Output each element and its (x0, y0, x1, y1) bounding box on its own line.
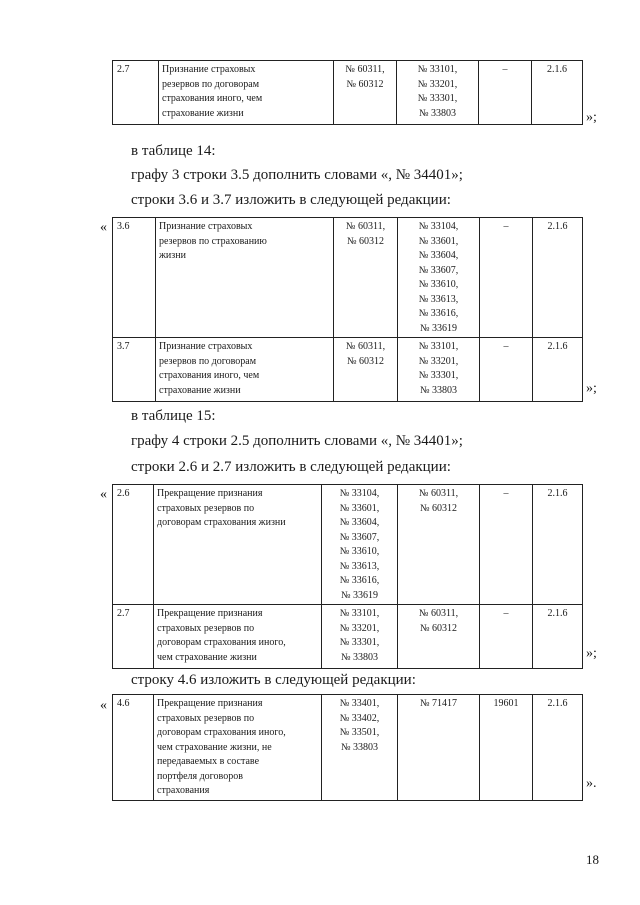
paragraph-t15-col4-edit: графу 4 строки 2.5 дополнить словами «, № 34401»; (131, 433, 463, 449)
row-col5: – (480, 218, 533, 338)
row-col6: 2.1.6 (533, 695, 583, 801)
row-code: 2.7 (113, 605, 154, 669)
row-name: Прекращение признания страховых резервов по договорам страхования жизни (154, 485, 322, 605)
row-code: 4.6 (113, 695, 154, 801)
closing-quote: »; (586, 110, 597, 125)
row-col5: – (480, 338, 533, 402)
page-number: 18 (586, 852, 599, 867)
row-code: 3.7 (113, 338, 156, 402)
paragraph-t14-rows-edit: строки 3.6 и 3.7 изложить в следующей редакции: (131, 192, 451, 208)
table-14-rows (112, 217, 583, 402)
row-col6: 2.1.6 (533, 485, 583, 605)
row-debit-accounts: № 33104, № 33601, № 33604, № 33607, № 33610, № 33613, № 33616, № 33619 (322, 485, 398, 605)
row-credit-accounts: № 60311, № 60312 (398, 605, 480, 669)
table-13-row-2-7 (112, 60, 583, 125)
table-15-rows (112, 484, 583, 669)
paragraph-t15-rows-edit: строки 2.6 и 2.7 изложить в следующей редакции: (131, 459, 451, 475)
table-row (113, 218, 583, 338)
opening-quote: « (100, 698, 107, 713)
row-col5: – (480, 485, 533, 605)
row-name: Признание страховых резервов по договорам страхования иного, чем страхование жизни (159, 61, 334, 125)
table-row (113, 605, 583, 669)
row-code: 2.7 (113, 61, 159, 125)
closing-quote: »; (586, 381, 597, 396)
row-debit-accounts: № 33101, № 33201, № 33301, № 33803 (322, 605, 398, 669)
table-row-4-6 (112, 694, 583, 801)
row-name: Признание страховых резервов по страхованию жизни (156, 218, 334, 338)
row-debit-accounts: № 60311, № 60312 (334, 61, 397, 125)
closing-quote: »; (586, 646, 597, 661)
row-col6: 2.1.6 (532, 61, 583, 125)
row-debit-accounts: № 33401, № 33402, № 33501, № 33803 (322, 695, 398, 801)
row-col6: 2.1.6 (533, 218, 583, 338)
table-row (113, 61, 583, 125)
opening-quote: « (100, 487, 107, 502)
row-col5: – (480, 605, 533, 669)
paragraph-row-4-6-edit: строку 4.6 изложить в следующей редакции: (131, 672, 416, 688)
row-credit-accounts: № 33101, № 33201, № 33301, № 33803 (397, 61, 479, 125)
closing-quote: ». (586, 776, 597, 791)
paragraph-table-15: в таблице 15: (131, 408, 216, 424)
row-credit-accounts: № 71417 (398, 695, 480, 801)
table-row (113, 695, 583, 801)
paragraph-t14-col3-edit: графу 3 строки 3.5 дополнить словами «, № 34401»; (131, 167, 463, 183)
row-col5: 19601 (480, 695, 533, 801)
row-code: 2.6 (113, 485, 154, 605)
row-code: 3.6 (113, 218, 156, 338)
row-col6: 2.1.6 (533, 605, 583, 669)
row-name: Прекращение признания страховых резервов по договорам страхования иного, чем страхование жизни (154, 605, 322, 669)
row-debit-accounts: № 60311, № 60312 (334, 338, 398, 402)
row-col5: – (479, 61, 532, 125)
opening-quote: « (100, 220, 107, 235)
row-debit-accounts: № 60311, № 60312 (334, 218, 398, 338)
table-row (113, 485, 583, 605)
row-credit-accounts: № 60311, № 60312 (398, 485, 480, 605)
row-col6: 2.1.6 (533, 338, 583, 402)
row-credit-accounts: № 33104, № 33601, № 33604, № 33607, № 33610, № 33613, № 33616, № 33619 (398, 218, 480, 338)
row-name: Прекращение признания страховых резервов по договорам страхования иного, чем страхование жизни, не передаваемых в составе портфеля договоров страхования (154, 695, 322, 801)
paragraph-table-14: в таблице 14: (131, 143, 216, 159)
table-row (113, 338, 583, 402)
row-name: Признание страховых резервов по договорам страхования иного, чем страхование жизни (156, 338, 334, 402)
row-credit-accounts: № 33101, № 33201, № 33301, № 33803 (398, 338, 480, 402)
